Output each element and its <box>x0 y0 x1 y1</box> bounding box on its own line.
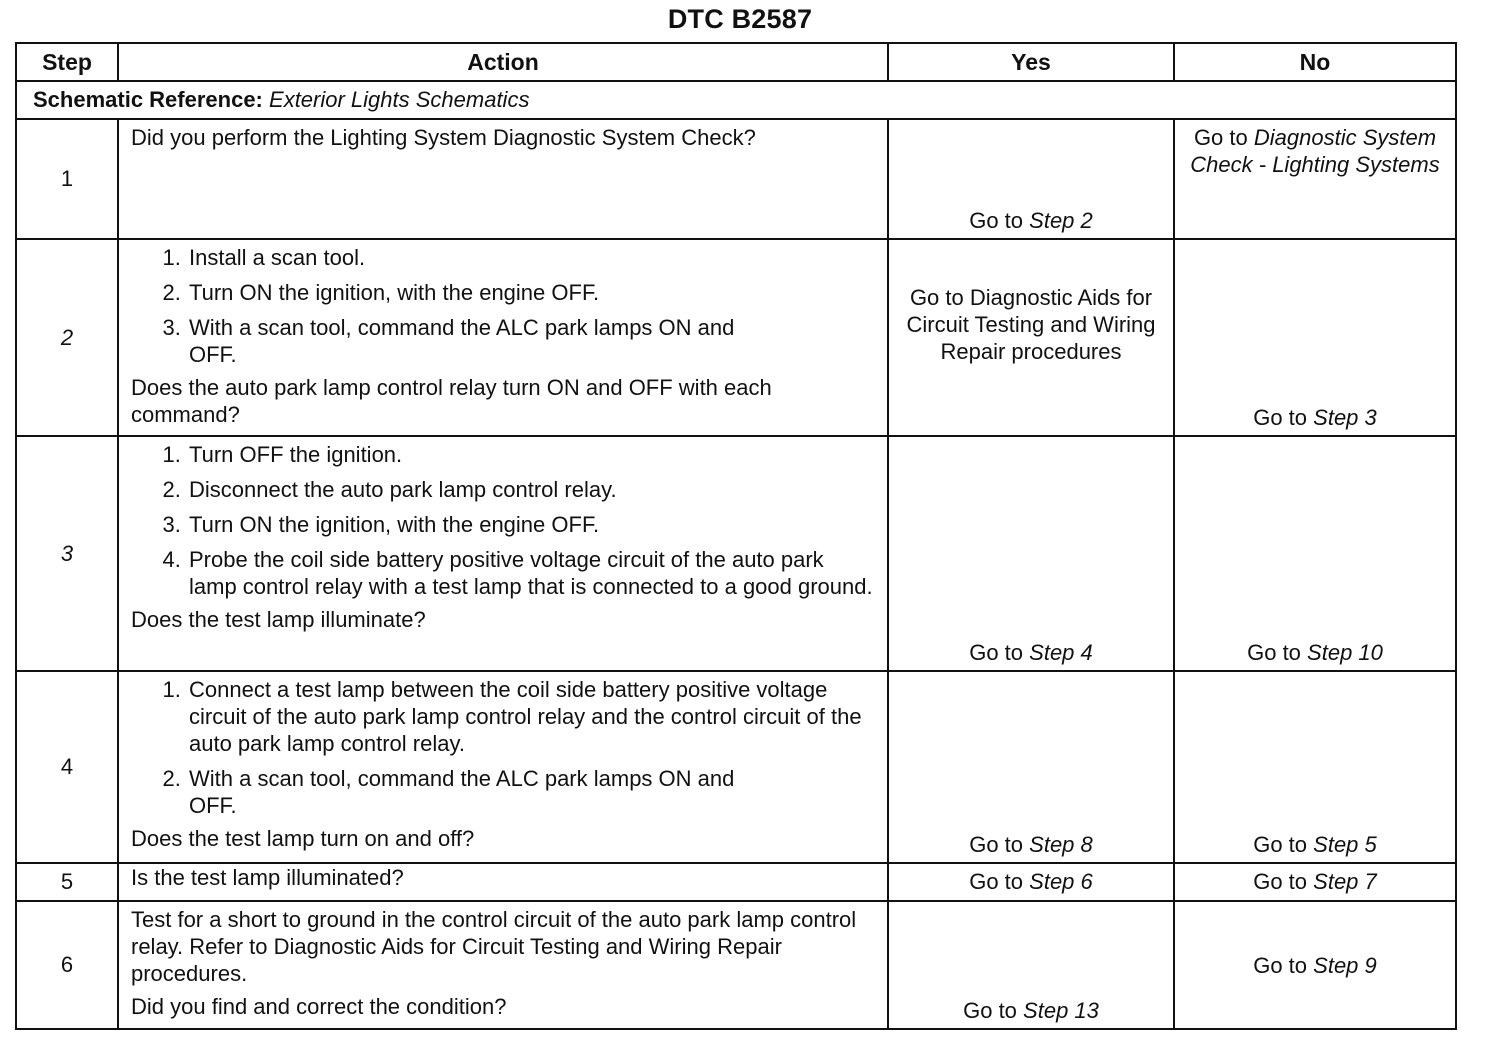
no-target: Step 5 <box>1313 832 1377 857</box>
step-action <box>118 901 888 1029</box>
no-prefix: Go to <box>1247 640 1301 665</box>
step-question: Did you perform the Lighting System Diagnostic System Check? <box>131 125 756 150</box>
yes-cell <box>888 901 1174 1029</box>
yes-prefix: Go to <box>969 640 1024 665</box>
no-cell <box>1174 671 1456 863</box>
yes-prefix: Go to <box>969 208 1024 233</box>
header-no: No <box>1174 43 1456 81</box>
no-prefix: Go to <box>1193 125 1248 150</box>
no-prefix: Go to <box>1253 405 1308 430</box>
no-target: Diagnostic System Check - Lighting Systems <box>1190 125 1440 177</box>
schematic-value: Exterior Lights Schematics <box>269 87 530 112</box>
yes-prefix: Go to <box>969 869 1024 894</box>
yes-text: Go to Diagnostic Aids for Circuit Testing and Wiring Repair procedures <box>906 285 1156 364</box>
step-number: 3 <box>16 436 118 671</box>
yes-cell <box>888 119 1174 239</box>
step-question: Does the test lamp illuminate? <box>131 607 426 632</box>
table-row <box>16 901 1456 1029</box>
yes-cell <box>888 239 1174 436</box>
yes-prefix: Go to <box>969 832 1024 857</box>
step-number: 4 <box>16 671 118 863</box>
yes-prefix: Go to <box>963 998 1017 1023</box>
no-cell <box>1174 239 1456 436</box>
yes-cell <box>888 436 1174 671</box>
no-prefix: Go to <box>1253 952 1308 978</box>
yes-target: Step 6 <box>1029 869 1093 894</box>
instruction-item: 2. With a scan tool, command the ALC park lamps ON and OFF. <box>187 765 877 819</box>
step-instruction: Test for a short to ground in the control circuit of the auto park lamp control relay. Refer to Diagnostic Aids for Circuit Testing and Wiring Repair procedures. <box>131 907 857 986</box>
yes-cell <box>888 863 1174 901</box>
instruction-item: 1. Connect a test lamp between the coil side battery positive voltage circuit of the auto park lamp control relay and the control circuit of the auto park lamp control relay. <box>187 676 877 757</box>
header-step: Step <box>16 43 118 81</box>
document-title: DTC B2587 <box>667 4 813 34</box>
no-target: Step 9 <box>1313 952 1377 978</box>
no-target: Step 3 <box>1313 405 1377 430</box>
instruction-item: 1. Install a scan tool. <box>187 244 877 271</box>
instruction-list <box>131 676 877 819</box>
schematic-reference <box>16 81 1456 119</box>
no-prefix: Go to <box>1253 869 1308 894</box>
step-action <box>118 436 888 671</box>
no-cell <box>1174 901 1456 1029</box>
instruction-item: 2. Disconnect the auto park lamp control relay. <box>187 476 877 503</box>
table-row <box>16 239 1456 436</box>
step-action <box>118 863 888 901</box>
step-number: 2 <box>16 239 118 436</box>
step-action <box>118 119 888 239</box>
step-action <box>118 671 888 863</box>
step-question: Did you find and correct the condition? <box>131 994 507 1019</box>
header-row <box>16 43 1456 81</box>
instruction-item: 3. Turn ON the ignition, with the engine OFF. <box>187 511 877 538</box>
no-cell <box>1174 863 1456 901</box>
diagnostic-table <box>15 42 1457 1030</box>
yes-target: Step 13 <box>1023 998 1099 1023</box>
step-action <box>118 239 888 436</box>
yes-target: Step 2 <box>1029 208 1093 233</box>
table-row <box>16 119 1456 239</box>
step-question: Does the test lamp turn on and off? <box>131 826 475 851</box>
table-row <box>16 436 1456 671</box>
table-row <box>16 671 1456 863</box>
header-yes: Yes <box>888 43 1174 81</box>
step-question: Is the test lamp illuminated? <box>131 865 404 890</box>
instruction-list <box>131 244 877 368</box>
step-number: 6 <box>16 901 118 1029</box>
instruction-item: 1. Turn OFF the ignition. <box>187 441 877 468</box>
step-question: Does the auto park lamp control relay turn ON and OFF with each command? <box>131 375 772 427</box>
instruction-item: 2. Turn ON the ignition, with the engine OFF. <box>187 279 877 306</box>
yes-target: Step 4 <box>1029 640 1093 665</box>
schematic-label: Schematic Reference: <box>33 87 263 112</box>
step-number: 1 <box>16 119 118 239</box>
instruction-item: 4. Probe the coil side battery positive voltage circuit of the auto park lamp control relay with a test lamp that is connected to a good ground. <box>187 546 877 600</box>
no-cell <box>1174 119 1456 239</box>
step-number: 5 <box>16 863 118 901</box>
instruction-item: 3. With a scan tool, command the ALC park lamps ON and OFF. <box>187 314 877 368</box>
header-action: Action <box>118 43 888 81</box>
no-prefix: Go to <box>1253 832 1308 857</box>
no-target: Step 10 <box>1307 640 1383 665</box>
yes-target: Step 8 <box>1029 832 1093 857</box>
no-target: Step 7 <box>1313 869 1377 894</box>
yes-cell <box>888 671 1174 863</box>
no-cell <box>1174 436 1456 671</box>
table-row <box>16 863 1456 901</box>
schematic-reference-row <box>16 81 1456 119</box>
instruction-list <box>131 441 877 600</box>
